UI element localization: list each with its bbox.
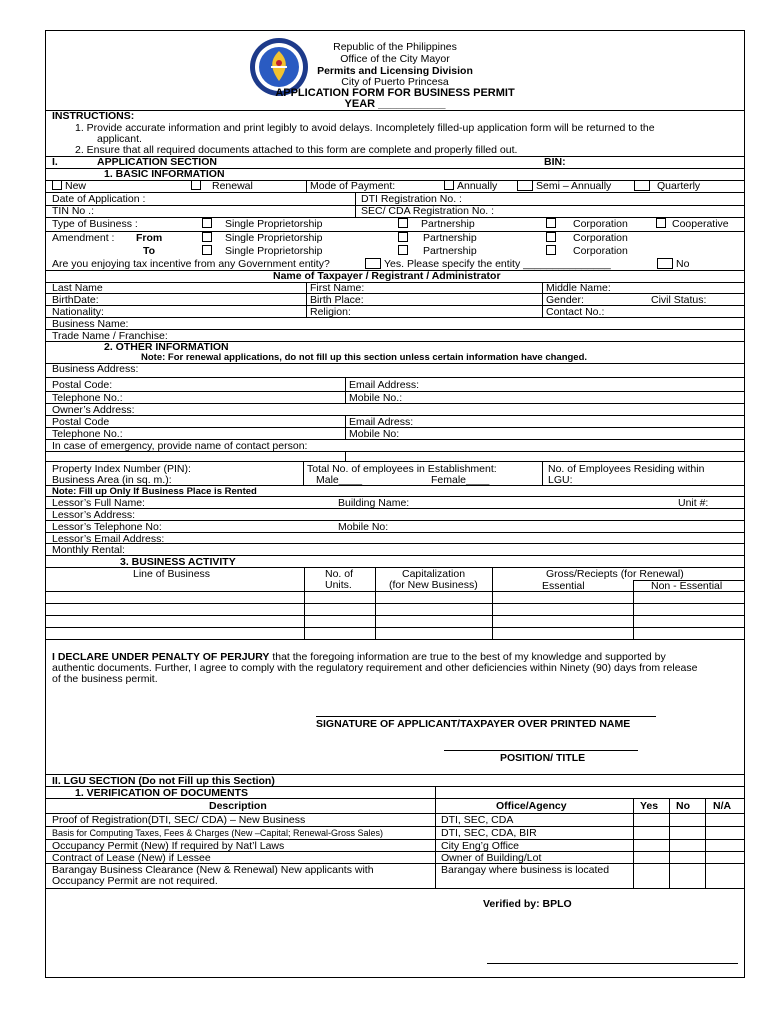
header-office: Office of the City Mayor — [340, 53, 450, 65]
declaration-line-2: authentic documents. Further, I agree to comply with the regulatory requirement and other deficiencies within Ninety (90) days from release — [52, 662, 698, 674]
lessor-address-field[interactable]: Lessor’s Address: — [52, 509, 136, 521]
nationality-field[interactable]: Nationality: — [52, 306, 104, 318]
quarterly-option[interactable] — [634, 180, 700, 192]
quarterly-label: Quarterly — [657, 180, 701, 192]
declaration-text-1: that the foregoing information are true to the best of my knowledge and supported by — [269, 651, 666, 663]
lessor-mobile-field[interactable]: Mobile No: — [338, 521, 389, 533]
building-name-field[interactable]: Building Name: — [338, 497, 410, 509]
from-corporation-checkbox-icon[interactable] — [546, 232, 556, 242]
from-corporation-label: Corporation — [573, 232, 628, 244]
amendment-label: Amendment : — [52, 232, 115, 244]
doc-row-1-desc: Proof of Registration(DTI, SEC/ CDA) – New Business — [52, 814, 306, 826]
annually-option[interactable] — [444, 180, 497, 192]
tax-incentive-question: Are you enjoying tax incentive from any Government entity? — [52, 258, 330, 270]
type-cooperative-label: Cooperative — [672, 218, 729, 230]
type-single-label: Single Proprietorship — [225, 218, 323, 230]
gender-field[interactable]: Gender: — [546, 294, 584, 306]
postal-code-field[interactable]: Postal Code: — [52, 379, 113, 391]
mode-payment-label: Mode of Payment: — [310, 180, 396, 192]
header-city: City of Puerto Princesa — [341, 76, 449, 88]
business-area-field[interactable]: Business Area (in sq. m.): — [52, 474, 172, 486]
instruction-1-cont: applicant. — [97, 133, 142, 145]
col-na: N/A — [713, 800, 732, 812]
unit-field[interactable]: Unit #: — [678, 497, 709, 509]
section-number: I. — [52, 156, 58, 168]
date-of-application-field[interactable]: Date of Application : — [52, 193, 146, 205]
contact-no-field[interactable]: Contact No.: — [546, 306, 605, 318]
female-field[interactable]: Female____ — [431, 474, 490, 486]
col-essential: Essential — [542, 580, 585, 592]
first-name-field[interactable]: First Name: — [310, 282, 365, 294]
col-capitalization-a: Capitalization — [402, 568, 466, 580]
position-caption: POSITION/ TITLE — [500, 752, 586, 764]
instructions-label: INSTRUCTIONS: — [52, 110, 135, 122]
to-single-checkbox-icon[interactable] — [202, 245, 212, 255]
rented-note: Note: Fill up Only If Business Place is Rented — [52, 486, 257, 497]
col-line-of-business: Line of Business — [133, 568, 211, 580]
tin-field[interactable]: TIN No .: — [52, 205, 95, 217]
tax-incentive-no-option[interactable] — [657, 258, 689, 270]
semi-annually-option[interactable] — [517, 180, 611, 192]
application-section-title: APPLICATION SECTION — [97, 156, 217, 168]
doc-row-3-office: City Eng’g Office — [441, 840, 520, 852]
other-info-title: 2. OTHER INFORMATION — [104, 341, 229, 353]
doc-row-4-office: Owner of Building/Lot — [441, 852, 542, 864]
owner-telephone-field[interactable]: Telephone No.: — [52, 428, 123, 440]
new-checkbox-icon[interactable] — [52, 180, 62, 190]
from-partnership-label: Partnership — [423, 232, 477, 244]
doc-row-1-office: DTI, SEC, CDA — [441, 814, 514, 826]
name-taxpayer-heading: Name of Taxpayer / Registrant / Administrator — [273, 270, 501, 282]
tax-yes-label: Yes. Please specify the entity _______________ — [384, 258, 611, 270]
col-capitalization-b: (for New Business) — [389, 579, 478, 591]
type-single-checkbox-icon[interactable] — [202, 218, 212, 228]
renewal-label: Renewal — [212, 180, 253, 192]
owner-mobile-field[interactable]: Mobile No: — [349, 428, 400, 440]
col-units-b: Units. — [325, 579, 352, 591]
instruction-2: 2. Ensure that all required documents attached to this form are complete and properly filled out. — [75, 144, 518, 156]
trade-name-field[interactable]: Trade Name / Franchise: — [52, 330, 168, 342]
col-office-agency: Office/Agency — [496, 800, 567, 812]
verifier-signature-line[interactable] — [487, 963, 738, 964]
business-name-field[interactable]: Business Name: — [52, 318, 129, 330]
last-name-field[interactable]: Last Name — [52, 282, 103, 294]
header-division: Permits and Licensing Division — [317, 65, 473, 77]
birth-place-field[interactable]: Birth Place: — [310, 294, 364, 306]
other-info-note: Note: For renewal applications, do not fill up this section unless certain information have changed. — [141, 352, 588, 363]
col-gross-receipts: Gross/Reciepts (for Renewal) — [546, 568, 684, 580]
employees-residing-label: No. of Employees Residing within — [548, 463, 705, 475]
form-year: YEAR ___________ — [344, 98, 446, 110]
pin-field[interactable]: Property Index Number (PIN): — [52, 463, 191, 475]
col-units-a: No. of — [325, 568, 354, 580]
lessor-name-field[interactable]: Lessor’s Full Name: — [52, 497, 145, 509]
doc-row-5-desc: Barangay Business Clearance (New & Renewal) New applicants with — [52, 864, 374, 876]
type-single-option[interactable] — [202, 218, 322, 230]
from-single-option[interactable] — [202, 232, 322, 244]
to-partnership-label: Partnership — [423, 245, 477, 257]
email-field[interactable]: Email Address: — [349, 379, 420, 391]
owners-address-field[interactable]: Owner’s Address: — [52, 404, 135, 416]
type-partnership-checkbox-icon[interactable] — [398, 218, 408, 228]
tax-no-label: No — [676, 258, 690, 270]
lgu-section-title: II. LGU SECTION (Do not Fill up this Section) — [52, 775, 275, 787]
lessor-telephone-field[interactable]: Lessor’s Telephone No: — [52, 521, 162, 533]
sec-cda-registration-field[interactable]: SEC/ CDA Registration No. : — [361, 205, 495, 217]
to-partnership-checkbox-icon[interactable] — [398, 245, 408, 255]
type-cooperative-option[interactable] — [656, 218, 729, 230]
from-single-label: Single Proprietorship — [225, 232, 323, 244]
monthly-rental-field[interactable]: Monthly Rental: — [52, 544, 125, 556]
tax-yes-checkbox-icon[interactable] — [365, 258, 381, 269]
middle-name-field[interactable]: Middle Name: — [546, 282, 611, 294]
from-single-checkbox-icon[interactable] — [202, 232, 212, 242]
owner-email-field[interactable]: Email Adress: — [349, 416, 414, 428]
doc-row-4-desc: Contract of Lease (New) if Lessee — [52, 852, 211, 864]
total-employees-label: Total No. of employees in Establishment: — [307, 463, 497, 475]
verified-by-label: Verified by: BPLO — [483, 898, 572, 910]
col-non-essential: Non - Essential — [651, 580, 723, 592]
col-no: No — [676, 800, 690, 812]
religion-field[interactable]: Religion: — [310, 306, 351, 318]
form-title: APPLICATION FORM FOR BUSINESS PERMIT — [275, 87, 515, 99]
verification-title: 1. VERIFICATION OF DOCUMENTS — [75, 787, 249, 799]
business-address-field[interactable]: Business Address: — [52, 363, 139, 375]
type-partnership-option[interactable] — [398, 218, 475, 230]
lessor-email-field[interactable]: Lessor’s Email Address: — [52, 533, 165, 545]
from-corporation-option[interactable] — [546, 232, 628, 244]
signature-caption: SIGNATURE OF APPLICANT/TAXPAYER OVER PRINTED NAME — [316, 718, 631, 730]
amendment-from-label: From — [136, 232, 163, 244]
to-single-option[interactable] — [202, 245, 322, 257]
dti-registration-field[interactable]: DTI Registration No. : — [361, 193, 462, 205]
semi-annually-label: Semi – Annually — [536, 180, 612, 192]
position-line[interactable] — [444, 750, 638, 751]
declaration-bold: I DECLARE UNDER PENALTY OF PERJURY — [52, 651, 270, 663]
civil-status-field[interactable]: Civil Status: — [651, 294, 707, 306]
doc-row-2-office: DTI, SEC, CDA, BIR — [441, 827, 537, 839]
emergency-contact-field[interactable]: In case of emergency, provide name of contact person: — [52, 440, 308, 452]
amendment-to-label: To — [143, 245, 156, 257]
instruction-1: 1. Provide accurate information and print legibly to avoid delays. Incompletely filled-up application form will be returned to the — [75, 122, 655, 134]
type-of-business-label: Type of Business : — [52, 218, 138, 230]
to-single-label: Single Proprietorship — [225, 245, 323, 257]
to-partnership-option[interactable] — [398, 245, 477, 257]
quarterly-checkbox-icon[interactable] — [634, 180, 650, 191]
business-activity-title: 3. BUSINESS ACTIVITY — [120, 556, 236, 568]
header-republic: Republic of the Philippines — [333, 41, 457, 53]
semi-annually-checkbox-icon[interactable] — [517, 180, 533, 191]
type-corporation-label: Corporation — [573, 218, 628, 230]
telephone-field[interactable]: Telephone No.: — [52, 392, 123, 404]
from-partnership-checkbox-icon[interactable] — [398, 232, 408, 242]
doc-row-5-office: Barangay where business is located — [441, 864, 610, 876]
col-description: Description — [209, 800, 267, 812]
doc-row-5-desc-cont: Occupancy Permit are not required. — [52, 875, 218, 887]
new-option[interactable] — [52, 180, 86, 192]
renewal-option[interactable] — [191, 180, 253, 192]
type-cooperative-checkbox-icon[interactable] — [656, 218, 666, 228]
type-partnership-label: Partnership — [421, 218, 475, 230]
bin-label: BIN: — [544, 156, 566, 168]
declaration-line-3: of the business permit. — [52, 673, 158, 685]
from-partnership-option[interactable] — [398, 232, 477, 244]
tax-no-checkbox-icon[interactable] — [657, 258, 673, 269]
mobile-field[interactable]: Mobile No.: — [349, 392, 403, 404]
doc-row-2-desc: Basis for Computing Taxes, Fees & Charges (New –Capital; Renewal-Gross Sales) — [52, 828, 383, 838]
to-corporation-checkbox-icon[interactable] — [546, 245, 556, 255]
to-corporation-option[interactable] — [546, 245, 628, 257]
lgu-field[interactable]: LGU: — [548, 474, 573, 486]
birthdate-field[interactable]: BirthDate: — [52, 294, 99, 306]
col-yes: Yes — [640, 800, 659, 812]
type-corporation-checkbox-icon[interactable] — [546, 218, 556, 228]
renewal-checkbox-icon[interactable] — [191, 180, 201, 190]
basic-info-title: 1. BASIC INFORMATION — [104, 168, 225, 180]
annually-checkbox-icon[interactable] — [444, 180, 454, 190]
signature-line[interactable] — [316, 716, 656, 717]
doc-row-3-desc: Occupancy Permit (New) If required by Nat’l Laws — [52, 840, 285, 852]
owner-postal-code-field[interactable]: Postal Code — [52, 416, 110, 428]
tax-incentive-yes-option[interactable] — [365, 258, 611, 270]
type-corporation-option[interactable] — [546, 218, 628, 230]
to-corporation-label: Corporation — [573, 245, 628, 257]
new-label: New — [65, 180, 87, 192]
male-field[interactable]: Male____ — [316, 474, 363, 486]
annually-label: Annually — [457, 180, 498, 192]
